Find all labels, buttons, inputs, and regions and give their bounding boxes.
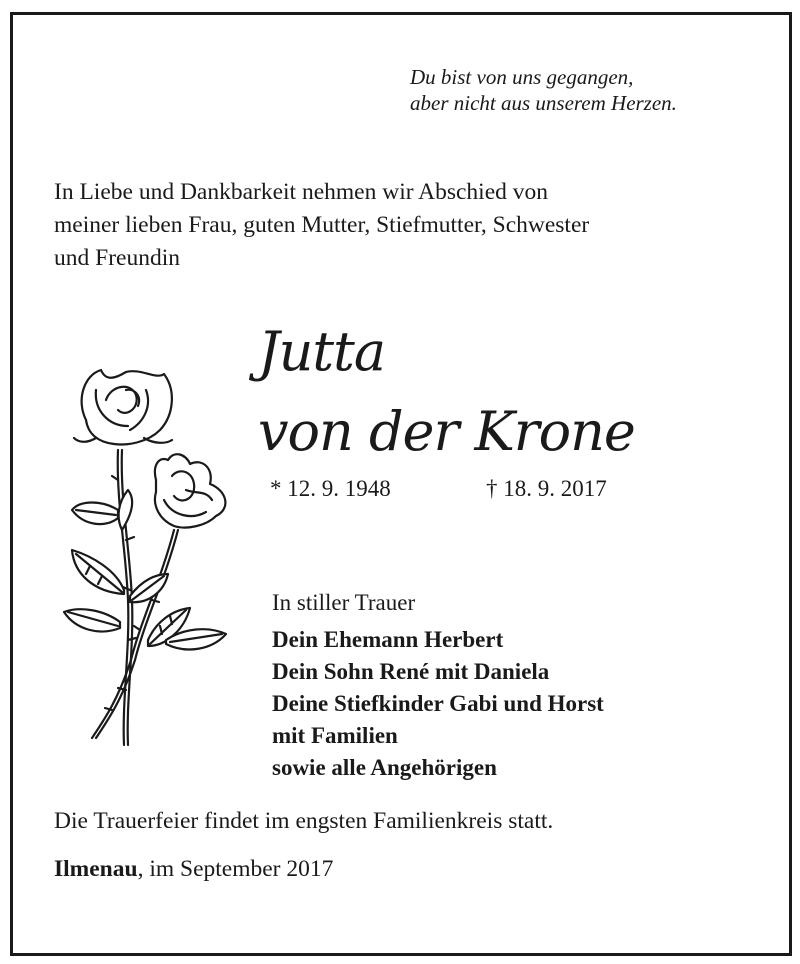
place-city: Ilmenau xyxy=(54,856,138,882)
mourner-line: mit Familien xyxy=(272,723,398,748)
mourning-label: In stiller Trauer xyxy=(272,590,416,615)
intro-line-1: In Liebe und Dankbarkeit nehmen wir Abschied von xyxy=(54,179,549,205)
motto-quote xyxy=(410,64,677,116)
mourners-list xyxy=(272,624,604,784)
rose-illustration xyxy=(56,360,236,750)
place-date-line xyxy=(54,856,333,883)
mourner-line: Deine Stiefkinder Gabi und Horst xyxy=(272,691,604,716)
mourner-line: Dein Sohn René mit Daniela xyxy=(272,659,550,684)
rose-bloom-top xyxy=(82,370,172,444)
deceased-first-name: Jutta xyxy=(258,320,386,383)
ceremony-note: Die Trauerfeier findet im engsten Familienkreis statt. xyxy=(54,808,554,834)
motto-line-1: Du bist von uns gegangen, xyxy=(410,65,634,89)
intro-text xyxy=(54,176,589,275)
intro-line-3: und Freundin xyxy=(54,245,180,271)
birth-date: * 12. 9. 1948 xyxy=(270,476,391,501)
motto-line-2: aber nicht aus unserem Herzen. xyxy=(410,91,677,115)
deceased-last-name: von der Krone xyxy=(258,400,635,463)
rose-leaf-2 xyxy=(119,490,133,530)
mourner-line: Dein Ehemann Herbert xyxy=(272,627,504,652)
mourner-line: sowie alle Angehörigen xyxy=(272,755,497,780)
intro-line-2: meiner lieben Frau, guten Mutter, Stiefmutter, Schwester xyxy=(54,212,590,238)
death-date: † 18. 9. 2017 xyxy=(486,476,607,501)
place-date: , im September 2017 xyxy=(137,856,334,882)
